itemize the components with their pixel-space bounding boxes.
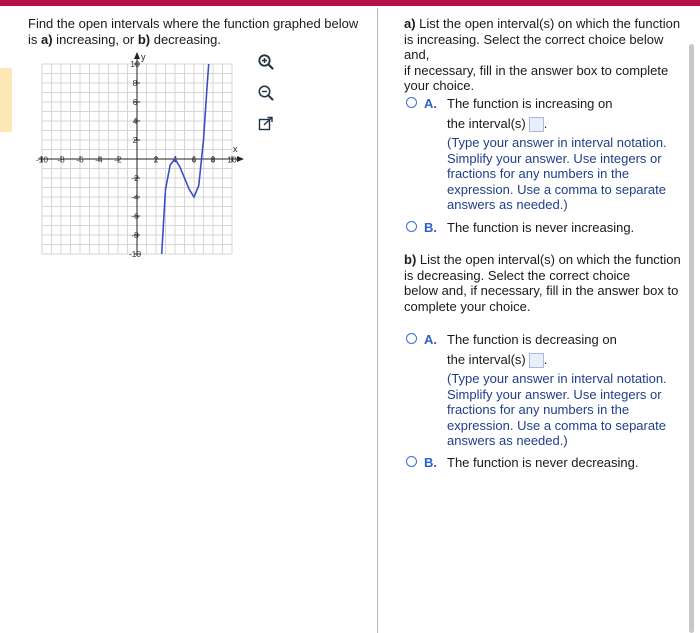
y-tick-label: -2: [131, 173, 139, 183]
function-graph: [32, 52, 244, 264]
x-tick-label: 6: [191, 154, 197, 165]
x-tick-label: -4: [95, 154, 103, 165]
part-a-option-b-radio[interactable]: [406, 221, 417, 232]
y-axis-label: y: [141, 52, 146, 62]
part-a-line-4: your choice.: [404, 78, 475, 93]
part-b-option-a-radio[interactable]: [406, 333, 417, 344]
interval-prefix: the interval(s): [447, 116, 526, 131]
part-a-line-2: is increasing. Select the correct choice below and,: [404, 31, 664, 62]
x-tick-label: -10: [35, 154, 49, 165]
external-link-icon[interactable]: [257, 115, 275, 133]
part-b-line-3: below and, if necessary, fill in the answer box to: [404, 283, 679, 298]
option-text: The function is never decreasing.: [447, 455, 639, 470]
interval-prefix: the interval(s): [447, 352, 526, 367]
x-tick-label: -2: [114, 154, 122, 165]
y-tick-label: -6: [131, 211, 139, 221]
y-tick-label: 8: [132, 78, 138, 88]
part-a-answer-box[interactable]: [529, 117, 544, 132]
y-axis-arrow: [134, 52, 140, 59]
part-b-line-2: is decreasing. Select the correct choice: [404, 267, 631, 283]
answer-hint: (Type your answer in interval notation. Simplify your answer. Use integers or fractions for any numbers in the expression. Use a comma to separate answers as needed.): [447, 135, 667, 212]
prompt-line-2: is a) increasing, or b) decreasing.: [28, 32, 221, 47]
question-prompt: [28, 16, 368, 48]
panel-divider: [377, 8, 378, 633]
x-axis-label: x: [233, 144, 238, 154]
graph-tools: [257, 53, 275, 146]
y-tick-label: 2: [132, 135, 138, 145]
part-a-line-1: a) List the open interval(s) on which the function: [404, 16, 681, 31]
part-b-question: [404, 252, 689, 314]
option-letter: A.: [424, 332, 437, 347]
option-letter: A.: [424, 96, 437, 111]
prompt-line-1: Find the open intervals where the function graphed below: [28, 16, 359, 31]
interval-line: the interval(s) .: [447, 352, 548, 367]
part-a-line-3: if necessary, fill in the answer box to complete: [404, 62, 669, 78]
part-b-answer-box[interactable]: [529, 353, 544, 368]
x-tick-label: 2: [153, 154, 159, 165]
y-tick-label: 4: [132, 116, 138, 126]
option-text: The function is never increasing.: [447, 220, 635, 235]
y-tick-label: -8: [131, 230, 139, 240]
y-tick-label: 10: [130, 59, 140, 69]
part-b-option-b-radio[interactable]: [406, 456, 417, 467]
zoom-in-icon[interactable]: [257, 53, 275, 71]
x-axis-arrow: [237, 156, 244, 162]
y-tick-label: -10: [128, 249, 142, 259]
option-text: The function is increasing on: [447, 96, 613, 111]
x-tick-label: 8: [210, 154, 216, 165]
option-text: The function is decreasing on: [447, 332, 617, 347]
part-a-question: [404, 16, 689, 94]
x-tick-label: -8: [57, 154, 65, 165]
x-tick-label: 4: [172, 154, 178, 165]
answer-hint: (Type your answer in interval notation. Simplify your answer. Use integers or fractions for any numbers in the expression. Use a comma to separate answers as needed.): [447, 371, 667, 448]
x-tick-label: -6: [76, 154, 84, 165]
option-letter: B.: [424, 455, 437, 470]
part-b-line-1: b) List the open interval(s) on which the function: [404, 252, 681, 267]
option-letter: B.: [424, 220, 437, 235]
part-b-line-4: complete your choice.: [404, 298, 531, 314]
zoom-out-icon[interactable]: [257, 84, 275, 102]
y-tick-label: -4: [131, 192, 139, 202]
x-tick-label: 10: [227, 154, 237, 165]
left-highlight-tab: [0, 68, 12, 132]
scrollbar[interactable]: [689, 44, 694, 633]
y-tick-label: 6: [132, 97, 138, 107]
part-a-option-a-radio[interactable]: [406, 97, 417, 108]
interval-line: the interval(s) .: [447, 116, 548, 131]
top-accent-bar: [0, 0, 700, 6]
